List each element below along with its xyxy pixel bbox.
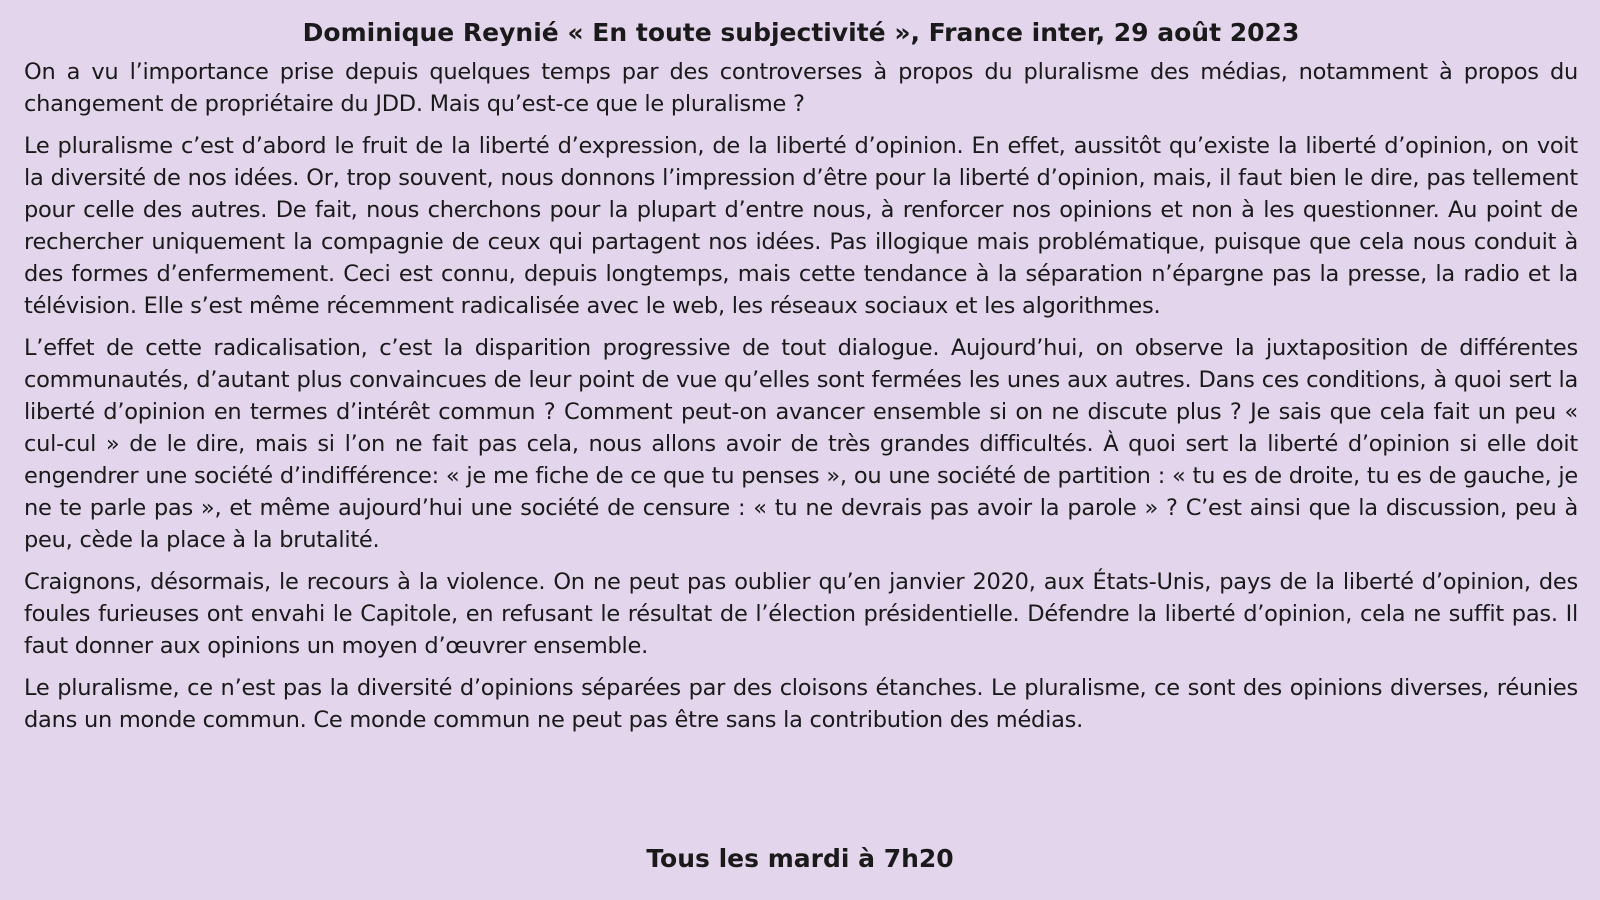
paragraph-intro: On a vu l’importance prise depuis quelques temps par des controverses à propos du pluralisme des médias, notamment à propos du changement de propriétaire du JDD. Mais qu’est-ce que le pluralisme ? <box>24 59 1578 117</box>
document-title: Dominique Reynié « En toute subjectivité », France inter, 29 août 2023 <box>302 18 1300 47</box>
paragraph-violence: Craignons, désormais, le recours à la violence. On ne peut pas oublier qu’en janvier 2020, aux États-Unis, pays de la liberté d’opinion, des foules furieuses ont envahi le Capitole, en refusant le résultat de l’élection présidentielle. Défendre la liberté d’opinion, cela ne suffit pas. Il faut donner aux opinions un moyen d’œuvrer ensemble. <box>24 569 1578 659</box>
broadcast-schedule: Tous les mardi à 7h20 <box>646 844 954 873</box>
paragraph-pluralism-definition: Le pluralisme c’est d’abord le fruit de la liberté d’expression, de la liberté d’opinion. En effet, aussitôt qu’existe la liberté d’opinion, on voit la diversité de nos idées. Or, trop souvent, nous donnons l’impression d’être pour la liberté d’opinion, mais, il faut bien le dire, pas tellement pour celle des autres. De fait, nous cherchons pour la plupart d’entre nous, à renforcer nos opinions et non à les questionner. Au point de rechercher uniquement la compagnie de ceux qui partagent nos idées. Pas illogique mais problématique, puisque que cela nous conduit à des formes d’enfermement. Ceci est connu, depuis longtemps, mais cette tendance à la séparation n’épargne pas la presse, la radio et la télévision. Elle s’est même récemment radicalisée avec le web, les réseaux sociaux et les algorithmes. <box>24 133 1578 319</box>
paragraph-radicalisation: L’effet de cette radicalisation, c’est la disparition progressive de tout dialogue. Aujourd’hui, on observe la juxtaposition de différentes communautés, d’autant plus convaincues de leur point de vue qu’elles sont fermées les unes aux autres. Dans ces conditions, à quoi sert la liberté d’opinion en termes d’intérêt commun ? Comment peut-on avancer ensemble si on ne discute plus ? Je sais que cela fait un peu « cul-cul » de le dire, mais si l’on ne fait pas cela, nous allons avoir de très grandes difficultés. À quoi sert la liberté d’opinion si elle doit engendrer une société d’indifférence: « je me fiche de ce que tu penses », ou une société de partition : « tu es de droite, tu es de gauche, je ne te parle pas », et même aujourd’hui une société de censure : « tu ne devrais pas avoir la parole » ? C’est ainsi que la discussion, peu à peu, cède la place à la brutalité. <box>24 335 1578 553</box>
paragraph-conclusion: Le pluralisme, ce n’est pas la diversité d’opinions séparées par des cloisons étanches. Le pluralisme, ce sont des opinions diverses, réunies dans un monde commun. Ce monde commun ne peut pas être sans la contribution des médias. <box>24 675 1578 733</box>
